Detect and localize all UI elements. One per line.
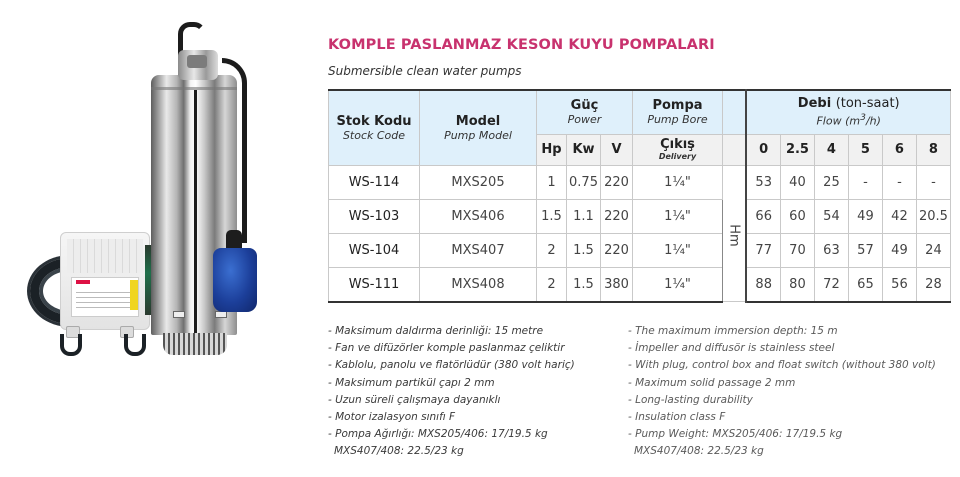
flow-value: 66 (746, 199, 780, 233)
voltage: 220 (601, 199, 633, 233)
feature-item: - Maksimum partikül çapı 2 mm (328, 376, 495, 389)
features-list-english (628, 323, 958, 461)
stock-code: WS-114 (329, 165, 420, 199)
cable-lead (60, 334, 82, 356)
table-row (329, 267, 951, 302)
power-hp: 2 (537, 233, 567, 267)
flow-value: 54 (814, 199, 848, 233)
float-switch-cap (226, 230, 242, 250)
pump-head (178, 50, 218, 80)
control-box (60, 232, 150, 330)
feature-item: - With plug, control box and float switch (without 380 volt) (628, 359, 936, 372)
voltage: 380 (601, 267, 633, 302)
delivery: 1¼" (633, 267, 723, 302)
page-subtitle: Submersible clean water pumps (328, 64, 522, 78)
flow-value: 24 (916, 233, 950, 267)
pump-model: MXS408 (420, 267, 537, 302)
spec-table (328, 89, 951, 303)
voltage: 220 (601, 165, 633, 199)
flow-value: 65 (848, 267, 882, 302)
flow-value: 20.5 (916, 199, 950, 233)
table-row (329, 165, 951, 199)
header-flow: Debi (ton-saat) Flow $(m^3/h)$ (746, 90, 950, 134)
table-row (329, 199, 951, 233)
power-hp: 1.5 (537, 199, 567, 233)
features-list-turkish (328, 323, 628, 461)
flow-value: 72 (814, 267, 848, 302)
feature-item: - The maximum immersion depth: 15 m (628, 325, 838, 337)
stock-code: WS-104 (329, 233, 420, 267)
header-flow-5: 5 (848, 134, 882, 165)
stock-code: WS-103 (329, 199, 420, 233)
table-row (329, 233, 951, 267)
feature-item: - Maksimum daldırma derinliği: 15 metre (328, 325, 544, 337)
flow-value: 49 (848, 199, 882, 233)
cable-lead (124, 334, 146, 356)
product-image (0, 0, 320, 477)
header-hm-spacer (723, 90, 747, 134)
feature-item: - Maximum solid passage 2 mm (628, 376, 796, 389)
float-cable (222, 58, 247, 243)
header-v: V (601, 134, 633, 165)
pump-intake-screen (163, 333, 227, 355)
header-delivery: Çıkış Delivery (633, 134, 723, 165)
flow-value: - (916, 165, 950, 199)
feature-item: - Kablolu, panolu ve flatörlüdür (380 volt hariç) (328, 359, 575, 372)
header-flow-0: 0 (746, 134, 780, 165)
flow-value: 25 (814, 165, 848, 199)
voltage: 220 (601, 233, 633, 267)
power-kw: 1.5 (567, 233, 601, 267)
flow-value: 70 (780, 233, 814, 267)
flow-value: 49 (882, 233, 916, 267)
header-flow-6: 6 (882, 134, 916, 165)
flow-value: - (882, 165, 916, 199)
header-hp: Hp (537, 134, 567, 165)
feature-item: - Fan ve difüzörler komple paslanmaz çeliktir (328, 342, 565, 355)
header-stock-code: Stok Kodu Stock Code (329, 90, 420, 165)
float-switch (213, 248, 257, 312)
flow-value: 40 (780, 165, 814, 199)
feature-item: - Uzun süreli çalışmaya dayanıklı (328, 393, 501, 406)
header-model: Model Pump Model (420, 90, 537, 165)
feature-item-continued: MXS407/408: 22.5/23 kg (634, 445, 764, 458)
feature-item: - Motor izalasyon sınıfı F (328, 411, 456, 424)
feature-item: - Pump Weight: MXS205/406: 17/19.5 kg (628, 428, 843, 441)
pump-model: MXS406 (420, 199, 537, 233)
delivery: 1¼" (633, 199, 723, 233)
feature-item: - İmpeller and diffusör is stainless steel (628, 342, 835, 355)
flow-value: 60 (780, 199, 814, 233)
flow-value: 80 (780, 267, 814, 302)
flow-value: 77 (746, 233, 780, 267)
stock-code: WS-111 (329, 267, 420, 302)
head-unit-label: Hm (723, 165, 747, 302)
feature-item-continued: MXS407/408: 22.5/23 kg (334, 445, 464, 458)
flow-value: 63 (814, 233, 848, 267)
feature-item: - Insulation class F (628, 411, 726, 424)
pump-model: MXS205 (420, 165, 537, 199)
header-power: Güç Power (537, 90, 633, 134)
delivery: 1¼" (633, 165, 723, 199)
header-flow-4: 4 (814, 134, 848, 165)
flow-value: 57 (848, 233, 882, 267)
delivery: 1¼" (633, 233, 723, 267)
flow-value: 42 (882, 199, 916, 233)
power-kw: 1.5 (567, 267, 601, 302)
feature-item: - Long-lasting durability (628, 393, 753, 406)
header-flow-8: 8 (916, 134, 950, 165)
header-flow-2-5: 2.5 (780, 134, 814, 165)
header-kw: Kw (567, 134, 601, 165)
flow-value: 53 (746, 165, 780, 199)
header-pump: Pompa Pump Bore (633, 90, 723, 134)
page-title: KOMPLE PASLANMAZ KESON KUYU POMPALARI (328, 37, 715, 53)
power-hp: 2 (537, 267, 567, 302)
flow-value: - (848, 165, 882, 199)
header-hm-spacer (723, 134, 747, 165)
power-hp: 1 (537, 165, 567, 199)
flow-value: 56 (882, 267, 916, 302)
flow-value: 28 (916, 267, 950, 302)
power-kw: 1.1 (567, 199, 601, 233)
flow-value: 88 (746, 267, 780, 302)
control-box-label (71, 277, 139, 317)
feature-item: - Pompa Ağırlığı: MXS205/406: 17/19.5 kg (328, 428, 548, 441)
power-kw: 0.75 (567, 165, 601, 199)
pump-model: MXS407 (420, 233, 537, 267)
